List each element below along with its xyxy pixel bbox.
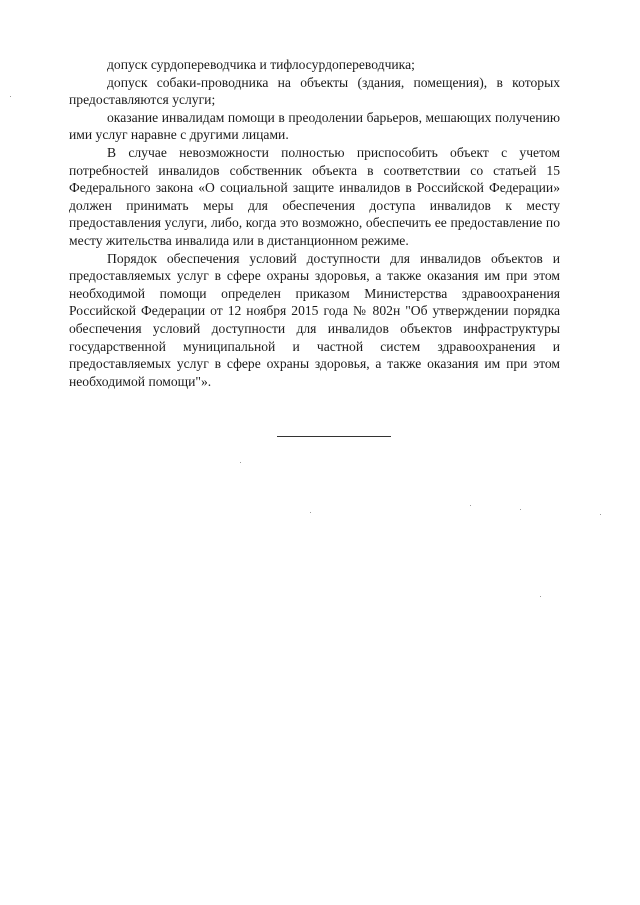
- scan-speck: [600, 514, 601, 515]
- paragraph-guide-dog: допуск собаки-проводника на объекты (здания, помещения), в которых предоставляются услуги;: [69, 74, 560, 108]
- paragraph-sign-interpreter: допуск сурдопереводчика и тифлосурдопереводчика;: [107, 57, 415, 72]
- paragraph-ministry-order: Порядок обеспечения условий доступности для инвалидов объектов и предоставляемых услуг в сфере охраны здоровья, а также оказания им при этом необходимой помощи определен приказом Министерства здравоохранения Российской Федерации от 12 ноября 2015 года № 802н "Об утверждении порядка обеспечения условий доступности для инвалидов объектов инфраструктуры государственной муниципальной и частной систем здравоохранения и предоставляемых услуг в сфере охраны здоровья, а также оказания им при этом необходимой помощи"».: [69, 250, 560, 389]
- scan-speck: [470, 505, 471, 506]
- paragraph-accessibility-measures: В случае невозможности полностью приспособить объект с учетом потребностей инвалидов собственник объекта в соответствии со статьей 15 Федерального закона «О социальной защите инвалидов в Российской Федерации» должен принимать меры для обеспечения доступа инвалидов к месту предоставления услуги, либо, когда это возможно, обеспечить ее предоставление по месту жительства инвалида или в дистанционном режиме.: [69, 144, 560, 248]
- paragraph-assistance: оказание инвалидам помощи в преодолении барьеров, мешающих получению ими услуг наравне с другими лицами.: [69, 109, 560, 143]
- end-divider-line: [277, 436, 391, 437]
- scan-speck: [310, 512, 311, 513]
- document-body: [69, 56, 560, 390]
- scan-speck: [520, 509, 521, 510]
- scan-speck: [10, 96, 11, 97]
- scan-speck: [540, 596, 541, 597]
- scan-speck: [240, 462, 241, 463]
